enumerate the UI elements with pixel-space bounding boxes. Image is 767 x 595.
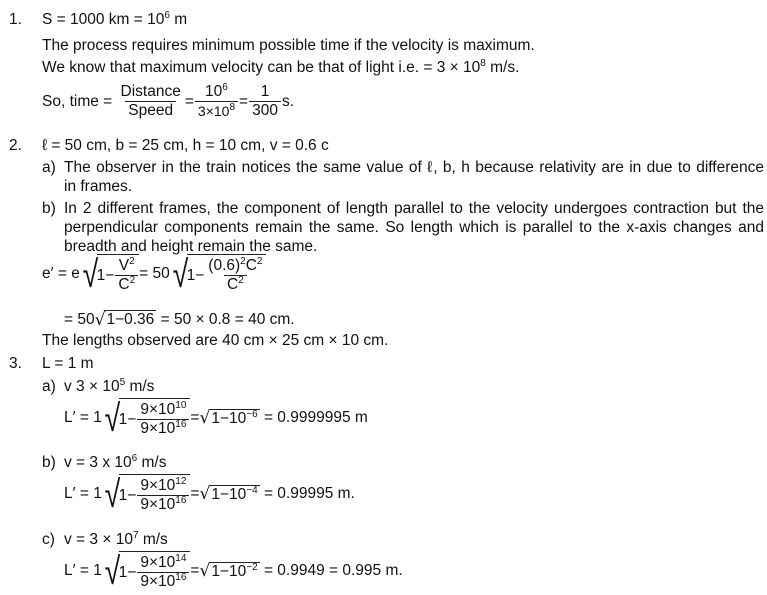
q2-part-b-label: b) bbox=[42, 200, 56, 217]
q2-given: ℓ = 50 cm, b = 25 cm, h = 10 cm, v = 0.6 c bbox=[42, 137, 329, 154]
q3-part-b-velocity: v = 3 x $10^6$ m/s bbox=[64, 453, 167, 471]
q3-part-c-label: c) bbox=[42, 531, 55, 548]
q3-part-a-equation: L′ = 1 √ 1− $\frac{9\times 10^{10}}{9\times 10^{16}}$ = √ $1-10^{-6}$ = 0.9999995 m bbox=[64, 396, 368, 440]
q2-part-b-line2: perpendicular components remain the same. So length which is parallel to the x-axis changes and bbox=[64, 219, 764, 236]
question-number-3: 3. bbox=[9, 355, 22, 372]
q2-part-a-line2: in frames. bbox=[64, 178, 133, 195]
question-number-2: 2. bbox=[9, 137, 22, 154]
q3-part-a-label: a) bbox=[42, 378, 56, 395]
q1-line2: The process requires minimum possible time if the velocity is maximum. bbox=[42, 37, 535, 54]
q2-conclusion: The lengths observed are 40 cm × 25 cm × 10 cm. bbox=[42, 332, 389, 349]
q1-given: S = 1000 km = $10^6$ m bbox=[42, 10, 188, 28]
q3-part-c-equation: L′ = 1 √ 1− $\frac{9\times 10^{14}}{9\times 10^{16}}$ = √ $1-10^{-2}$ = 0.9949 = 0.995 m. bbox=[64, 549, 403, 593]
question-number-1: 1. bbox=[9, 11, 22, 28]
q2-part-b-line1: In 2 different frames, the component of length parallel to the velocity undergoes contraction but the bbox=[64, 200, 764, 217]
fraction-result: $\frac{1}{300}$ bbox=[249, 83, 281, 120]
q1-time-equation: So, time = $\frac{\text{Distance}}{\text{Speed}}$ = $\frac{10^6}{3\times 10^8}$ = $\frac{1}{300}$ s. bbox=[42, 82, 295, 119]
q3-part-b-label: b) bbox=[42, 454, 56, 471]
q3-part-a-velocity: v $3 \times 10^5$ m/s bbox=[64, 377, 155, 395]
q2-length-result: = 50 √ 1−0.36 = 50 × 0.8 = 40 cm. bbox=[64, 309, 295, 330]
q3-given: L = 1 m bbox=[42, 355, 94, 372]
q1-line3: We know that maximum velocity can be that of light i.e. = $3 \times 10^8$ m/s. bbox=[42, 58, 520, 76]
fraction-distance-speed: $\frac{\text{Distance}}{\text{Speed}}$ bbox=[120, 83, 181, 119]
q2-part-a-line1: The observer in the train notices the same value of ℓ, b, h because relativity are in due to difference bbox=[64, 159, 764, 176]
q3-part-c-velocity: $v = 3 \times 10^7$ m/s bbox=[64, 530, 168, 548]
fraction-time: $\frac{10^6}{3\times 10^8}$ bbox=[195, 83, 238, 120]
q2-part-a-label: a) bbox=[42, 159, 56, 176]
q2-part-b-line3: breadth and height remain the same. bbox=[64, 238, 318, 255]
q2-length-equation: e′ = e √ 1− $\frac{V^2}{C^2}$ = 50 √ 1− $\frac{(0.6)^2C^2}{C^2}$ bbox=[42, 254, 266, 294]
q3-part-b-equation: L′ = 1 √ 1− $\frac{9\times 10^{12}}{9\times 10^{16}}$ = √ $1-10^{-4}$ = 0.99995 m. bbox=[64, 472, 355, 516]
